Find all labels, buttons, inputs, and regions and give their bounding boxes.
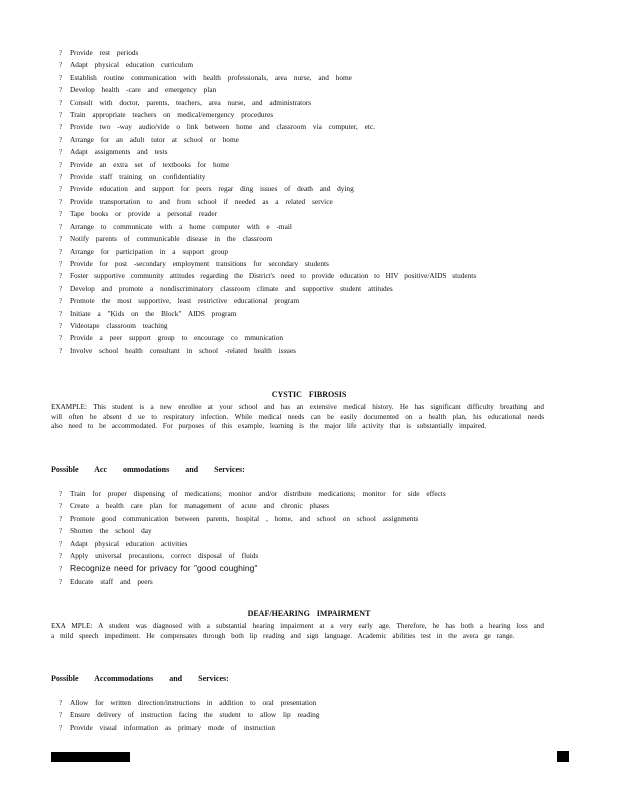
list-item: ? Provide staff training on confidentiality	[59, 171, 549, 183]
section-title-deaf-hearing-impairment: DEAF/HEARING IMPAIRMENT	[247, 609, 371, 618]
example-paragraph-cystic-fibrosis: EXAMPLE: This student is a new enrollee at your school and has an extensive medical history. He has significant difficulty breathing and will often be absent d ue to respiratory infection. While medical needs can be easily documented on a health plan, his educational needs also need to be accommodated. For purposes of this example, learning is the major life activity that is substantially impaired.	[51, 403, 544, 431]
bullet-glyph: ?	[59, 172, 63, 182]
bullet-glyph: ?	[59, 122, 63, 132]
list-item: ? Arrange to communicate with a home computer with e -mail	[59, 221, 549, 233]
list-item: ? Tape books or provide a personal reader	[59, 208, 549, 220]
bullet-glyph: ?	[59, 147, 63, 157]
list-item: ? Arrange for an adult tutor at school or home	[59, 134, 549, 146]
bullet-glyph: ?	[59, 320, 63, 330]
bullet-glyph: ?	[59, 258, 63, 268]
list-item: ? Establish routine communication with health professionals, area nurse, and home	[59, 72, 549, 84]
bullet-glyph: ?	[59, 221, 63, 231]
bullet-glyph: ?	[59, 333, 63, 343]
bullet-glyph: ?	[59, 110, 63, 120]
list-item: ? Provide education and support for peers regar ding issues of death and dying	[59, 183, 549, 195]
list-item: ? Develop health -care and emergency plan	[59, 84, 549, 96]
list-item: ? Arrange for participation in a support group	[59, 246, 549, 258]
bullet-glyph: ?	[59, 526, 63, 536]
list-item: ? Provide rest periods	[59, 47, 549, 59]
bullet-glyph: ?	[59, 97, 63, 107]
list-item: ? Educate staff and peers	[59, 576, 549, 588]
subheading-cf-accommodations: Possible Acc ommodations and Services:	[51, 465, 245, 474]
example-paragraph-deaf: EXA MPLE: A student was diagnosed with a substantial hearing impairment at a very early age. Therefore, he has both a hearing loss and a mild speech impediment. He compensates through both lip reading and sign language. Academic abilities test in the avera ge range.	[51, 622, 544, 640]
bullet-glyph: ?	[59, 196, 63, 206]
accommodations-list-deaf	[59, 697, 549, 734]
list-item: ? Notify parents of communicable disease in the classroom	[59, 233, 549, 245]
bullet-glyph: ?	[59, 85, 63, 95]
bullet-glyph: ?	[59, 710, 63, 720]
list-item: ? Foster supportive community attitudes regarding the District's need to provide education to HIV positive/AIDS students	[59, 270, 549, 282]
list-item: ? Provide an extra set of textbooks for home	[59, 159, 549, 171]
bullet-glyph: ?	[59, 184, 63, 194]
bullet-glyph: ?	[59, 538, 63, 548]
list-item: ? Involve school health consultant in school -related health issues	[59, 345, 549, 357]
bullet-glyph: ?	[59, 551, 63, 561]
list-item: ? Consult with doctor, parents, teachers, area nurse, and administrators	[59, 97, 549, 109]
accommodations-list-general	[59, 47, 549, 357]
bullet-glyph: ?	[59, 48, 63, 57]
list-item: ? Provide for post -secondary employment transitions for secondary students	[59, 258, 549, 270]
list-item: ? Provide two -way audio/vide o link between home and classroom via computer, etc.	[59, 121, 549, 133]
list-item: ? Train appropriate teachers on medical/emergency procedures	[59, 109, 549, 121]
bullet-glyph: ?	[59, 489, 63, 498]
list-item: ? Adapt physical education curriculum	[59, 59, 549, 71]
list-item: ? Develop and promote a nondiscriminatory classroom climate and supportive student attitudes	[59, 283, 549, 295]
bullet-glyph: ?	[59, 722, 63, 732]
list-item: ? Provide transportation to and from school if needed as a related service	[59, 196, 549, 208]
list-item: ? Provide visual information as primary mode of instruction	[59, 722, 549, 734]
list-item: ? Videotape classroom teaching	[59, 320, 549, 332]
bullet-glyph: ?	[59, 698, 63, 707]
footer-page-marker	[557, 751, 569, 762]
list-item: ? Promote the most supportive, least restrictive educational program	[59, 295, 549, 307]
bullet-glyph: ?	[59, 501, 63, 511]
bullet-glyph: ?	[59, 271, 63, 281]
list-item: ? Initiate a "Kids on the Block" AIDS program	[59, 308, 549, 320]
bullet-glyph: ?	[59, 60, 63, 70]
bullet-glyph: ?	[59, 134, 63, 144]
list-item: ? Recognize need for privacy for "good coughing"	[59, 562, 549, 575]
bullet-glyph: ?	[59, 345, 63, 355]
list-item: ? Promote good communication between parents, hospital , home, and school on school assignments	[59, 513, 549, 525]
bullet-glyph: ?	[59, 576, 63, 586]
bullet-glyph: ?	[59, 72, 63, 82]
bullet-glyph: ?	[59, 234, 63, 244]
list-item: ? Adapt assignments and tests	[59, 146, 549, 158]
list-item: ? Adapt physical education activities	[59, 538, 549, 550]
bullet-glyph: ?	[59, 308, 63, 318]
list-item: ? Train for proper dispensing of medications; monitor and/or distribute medications; monitor for side effects	[59, 488, 549, 500]
list-item: ? Provide a peer support group to encourage co mmunication	[59, 332, 549, 344]
bullet-glyph: ?	[59, 246, 63, 256]
bullet-glyph: ?	[59, 209, 63, 219]
bullet-glyph: ?	[59, 564, 63, 574]
accommodations-list-cystic-fibrosis	[59, 488, 549, 588]
list-item: ? Ensure delivery of instruction facing the student to allow lip reading	[59, 709, 549, 721]
section-title-cystic-fibrosis: CYSTIC FIBROSIS	[271, 390, 347, 399]
bullet-glyph: ?	[59, 513, 63, 523]
list-item: ? Apply universal precautions, correct disposal of fluids	[59, 550, 549, 562]
bullet-glyph: ?	[59, 296, 63, 306]
bullet-glyph: ?	[59, 283, 63, 293]
list-item: ? Create a health care plan for management of acute and chronic phases	[59, 500, 549, 512]
bullet-glyph: ?	[59, 159, 63, 169]
subheading-deaf-accommodations: Possible Accommodations and Services:	[51, 674, 229, 683]
list-item: ? Allow for written direction/instructions in addition to oral presentation	[59, 697, 549, 709]
footer-redaction-bar	[51, 752, 130, 762]
list-item: ? Shorten the school day	[59, 525, 549, 537]
